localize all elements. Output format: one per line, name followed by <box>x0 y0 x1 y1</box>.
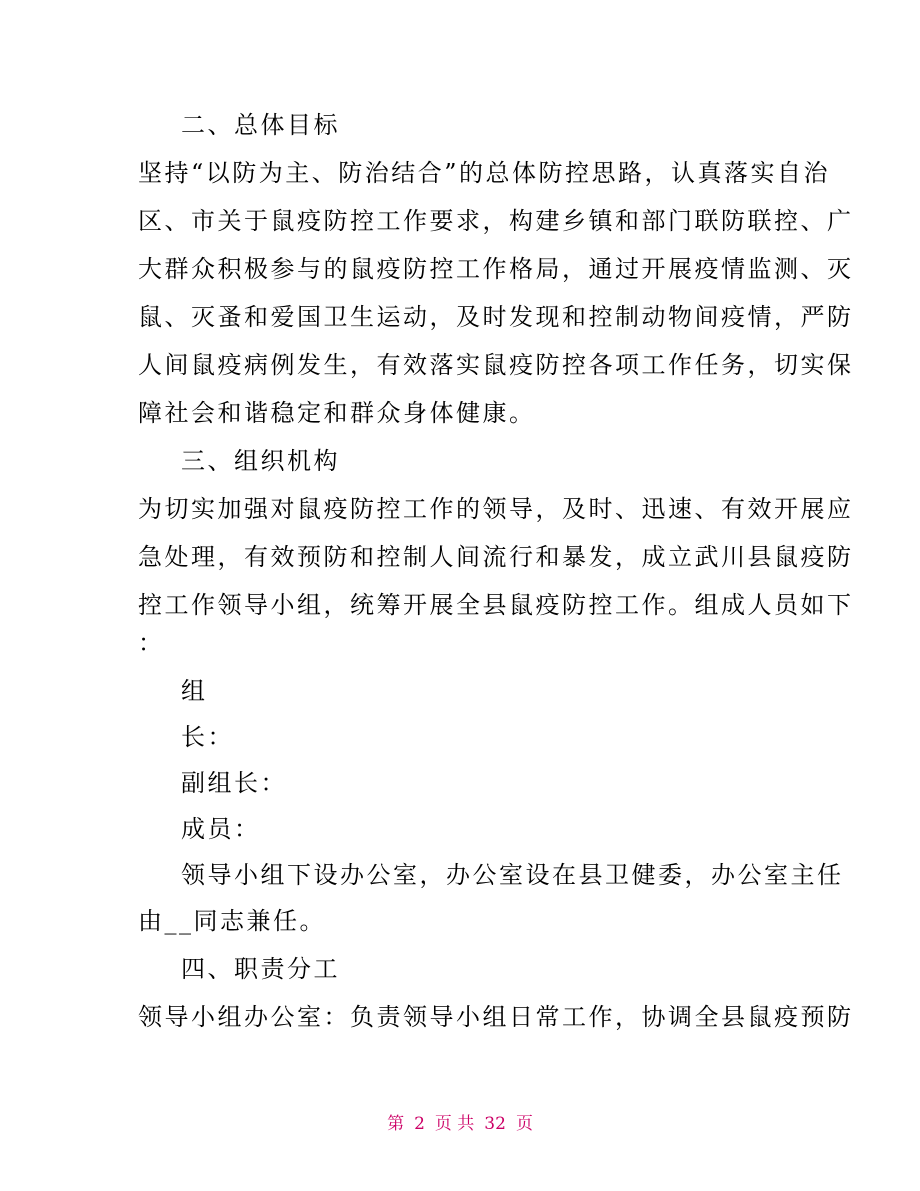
paragraph-line: 障社会和谐稳定和群众身体健康。 <box>138 399 536 427</box>
page-mid: 页 共 <box>434 1114 475 1134</box>
paragraph-line: 坚持“以防为主、防治结合”的总体防控思路，认真落实自治 <box>138 159 831 187</box>
total-pages-number: 32 <box>484 1114 506 1134</box>
paragraph-line: 鼠、灭蚤和爱国卫生运动，及时发现和控制动物间疫情，严防 <box>138 303 854 331</box>
page-suffix: 页 <box>515 1114 533 1134</box>
paragraph-line: 人间鼠疫病例发生，有效落实鼠疫防控各项工作任务，切实保 <box>138 351 854 379</box>
paragraph-line: 为切实加强对鼠疫防控工作的领导，及时、迅速、有效开展应 <box>138 495 854 523</box>
paragraph-line: 领导小组办公室：负责领导小组日常工作，协调全县鼠疫预防 <box>138 1003 854 1031</box>
team-leader-label-part2: 长： <box>181 723 234 751</box>
paragraph-line: ： <box>138 629 165 657</box>
paragraph-line: 控工作领导小组，统筹开展全县鼠疫防控工作。组成人员如下 <box>138 591 854 619</box>
deputy-leader-label: 副组长： <box>181 769 287 797</box>
paragraph-line: 由__同志兼任。 <box>138 907 326 935</box>
heading-responsibilities: 四、职责分工 <box>181 955 340 983</box>
page-prefix: 第 <box>387 1114 405 1134</box>
paragraph-line: 急处理，有效预防和控制人间流行和暴发，成立武川县鼠疫防 <box>138 543 854 571</box>
paragraph-line: 大群众积极参与的鼠疫防控工作格局，通过开展疫情监测、灭 <box>138 255 854 283</box>
paragraph-line: 领导小组下设办公室，办公室设在县卫健委，办公室主任 <box>181 861 844 889</box>
heading-organization: 三、组织机构 <box>181 447 340 475</box>
paragraph-line: 区、市关于鼠疫防控工作要求，构建乡镇和部门联防联控、广 <box>138 207 854 235</box>
current-page-number: 2 <box>414 1114 425 1134</box>
members-label: 成员： <box>181 815 261 843</box>
heading-overall-goal: 二、总体目标 <box>181 111 340 139</box>
team-leader-label-part1: 组 <box>181 677 208 705</box>
page-number-footer <box>0 1112 920 1136</box>
